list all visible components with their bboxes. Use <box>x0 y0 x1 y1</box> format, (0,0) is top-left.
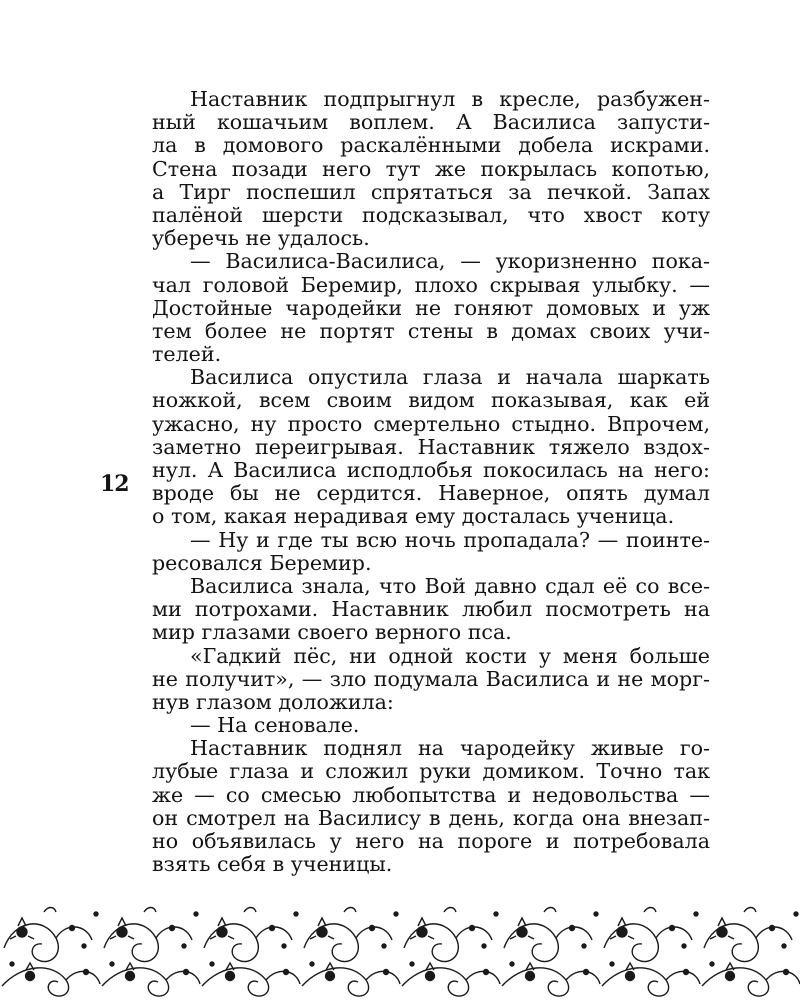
text-line: тем более не портят стены в домах своих учи- <box>152 318 710 343</box>
text-line: Наставник подпрыгнул в кресле, разбужен- <box>190 87 710 111</box>
floral-ornament-border <box>0 902 800 1000</box>
text-line: ножкой, всем своим видом показывая, как ей <box>152 388 710 413</box>
text-line: о том, какая нерадивая ему досталась ученица. <box>152 504 675 529</box>
text-line: заметно переигрывая. Наставник тяжело вздох- <box>152 434 710 459</box>
text-line: же — со смесью любопытства и недовольства — <box>152 782 710 807</box>
text-line: телей. <box>152 342 222 367</box>
text-line: ный кошачьим воплем. А Василиса запусти- <box>152 110 710 135</box>
text-line: ужасно, ну просто смертельно стыдно. Впрочем, <box>152 411 710 436</box>
text-line: ресовался Беремир. <box>152 550 372 575</box>
paragraph <box>152 575 710 645</box>
text-line: Достойные чародейки не гоняют домовых и уж <box>152 295 710 320</box>
paragraph <box>152 737 710 876</box>
page-number: 12 <box>100 471 129 497</box>
text-line: вроде бы не сердится. Наверное, опять думал <box>152 481 710 506</box>
text-line: уберечь не удалось. <box>152 226 370 251</box>
paragraph <box>152 645 710 715</box>
text-line: — Ну и где ты всю ночь пропадала? — поинте- <box>190 527 710 552</box>
paragraph <box>152 366 710 528</box>
paragraph <box>152 250 710 366</box>
text-line: Наставник поднял на чародейку живые го- <box>190 736 710 761</box>
text-line: он смотрел на Василису в день, когда она внезап- <box>152 805 710 830</box>
text-line: Василиса знала, что Вой давно сдал её со все- <box>190 573 710 598</box>
text-line: а Тирг поспешил спрятаться за печкой. Запах <box>152 179 710 204</box>
text-line: но объявилась у него на пороге и потребовала <box>152 829 710 853</box>
paragraph <box>152 529 710 575</box>
paragraph <box>152 714 710 737</box>
text-line: ми потрохами. Наставник любил посмотреть на <box>152 597 710 622</box>
paragraph <box>152 88 710 250</box>
text-line: чал головой Беремир, плохо скрывая улыбку. — <box>152 272 710 297</box>
text-line: нул. А Василиса исподлобья покосилась на него: <box>152 458 710 482</box>
text-line: лубые глаза и сложил руки домиком. Точно так <box>152 759 710 784</box>
text-line: — Василиса-Василиса, — укоризненно пока- <box>190 249 710 274</box>
text-line: «Гадкий пёс, ни одной кости у меня больше <box>190 643 710 668</box>
text-line: палёной шерсти подсказывал, что хвост коту <box>152 202 710 227</box>
text-line: мир глазами своего верного пса. <box>152 620 512 645</box>
body-text <box>152 88 710 876</box>
text-line: не получит», — зло подумала Василиса и не морг- <box>152 666 710 691</box>
text-line: Василиса опустила глаза и начала шаркать <box>190 365 710 390</box>
text-line: нув глазом доложила: <box>152 689 394 714</box>
text-line: взять себя в ученицы. <box>152 852 393 877</box>
text-line: ла в домового раскалёнными добела искрами. <box>152 133 710 158</box>
text-line: Стена позади него тут же покрылась копотью, <box>152 156 710 181</box>
text-line: — На сеновале. <box>190 713 360 738</box>
